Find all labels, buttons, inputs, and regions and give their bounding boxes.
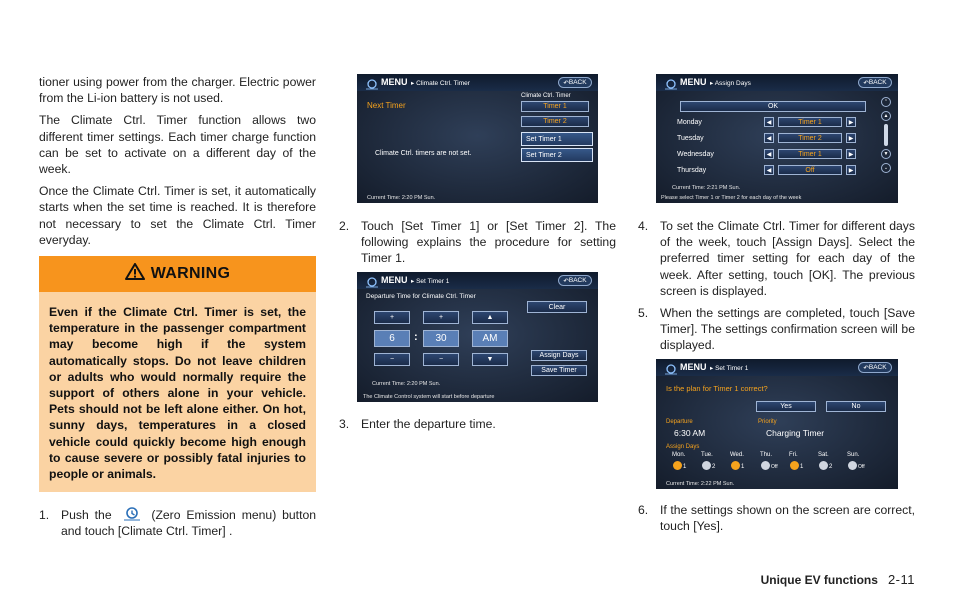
page-footer <box>761 572 915 587</box>
day-row <box>656 148 886 162</box>
assign-days-label: Assign Days <box>666 444 700 450</box>
step-4 <box>638 218 915 299</box>
timer-value: Off <box>805 166 815 174</box>
hour-field[interactable] <box>374 330 410 347</box>
back-button[interactable]: ↶ BACK <box>558 77 592 88</box>
day-timer-mark <box>819 461 832 470</box>
current-time-status: Current Time: 2:20 PM Sun. <box>372 381 441 387</box>
breadcrumb-text: Set Timer 1 <box>715 365 749 372</box>
back-label: BACK <box>568 79 587 86</box>
screen-body <box>357 91 598 203</box>
day-name: Mon. <box>672 452 686 458</box>
confirm-question: Is the plan for Timer 1 correct? <box>666 384 768 393</box>
menu-label: MENU <box>680 77 707 87</box>
step-number: 2. <box>339 219 350 233</box>
day-timer-mark <box>702 461 715 470</box>
step-text-after: (Zero Emission menu) button and touch [Climate Ctrl. Timer] . <box>61 508 317 539</box>
day-row <box>656 116 886 130</box>
warning-text: Even if the Climate Ctrl. Timer is set, the temperature in the passenger compartment may become high if the system automatically stops. Do not leave children or adults who would normally require the support of others alone in your vehicle. Pets should not be left alone either. On hot, sunny days, temperatures in a closed vehicle could quickly become high enough to cause severe or possibly fatal injuries to people or animals. <box>49 305 306 482</box>
warning-triangle-icon <box>125 263 145 284</box>
prev-arrow-button[interactable]: ◀ <box>764 149 774 159</box>
day-summary <box>670 452 880 474</box>
timer-value: Timer 1 <box>798 118 822 126</box>
day-mark-value: 1 <box>800 464 804 470</box>
ampm-value: AM <box>482 333 498 344</box>
timer-select[interactable] <box>778 117 842 127</box>
screen-topbar <box>357 272 598 289</box>
minute-minus-button[interactable] <box>423 353 459 366</box>
ampm-down-button[interactable] <box>472 353 508 366</box>
timer-2-label: Timer 2 <box>543 118 567 125</box>
breadcrumb-text: Set Timer 1 <box>416 278 450 285</box>
minute-value: 30 <box>435 333 447 344</box>
menu-label: MENU <box>680 362 707 372</box>
timer-select[interactable] <box>778 133 842 143</box>
screen-breadcrumb: ▸ Assign Days <box>710 80 751 87</box>
clock-icon <box>819 461 828 470</box>
warning-title: WARNING <box>150 264 231 282</box>
warning-header <box>39 256 316 292</box>
next-arrow-button[interactable]: ▶ <box>846 165 856 175</box>
step-5 <box>638 305 915 354</box>
next-arrow-button[interactable]: ▶ <box>846 149 856 159</box>
assign-days-button[interactable] <box>531 350 587 361</box>
next-arrow-button[interactable]: ▶ <box>846 117 856 127</box>
breadcrumb-text: Assign Days <box>714 80 751 87</box>
screen-topbar <box>357 74 598 91</box>
screen-breadcrumb: ▸ Set Timer 1 <box>411 278 450 285</box>
scroll-up-icon[interactable]: ▲ <box>881 111 891 121</box>
day-row <box>656 164 886 178</box>
current-time-status: Current Time: 2:20 PM Sun. <box>367 195 436 201</box>
screen-breadcrumb: ▸ Climate Ctrl. Timer <box>411 80 470 87</box>
screen-set-timer-1 <box>357 272 598 402</box>
day-mark-value: 2 <box>712 464 716 470</box>
save-timer-button[interactable] <box>531 365 587 376</box>
hour-value: 6 <box>389 333 395 344</box>
step-number: 5. <box>638 306 649 321</box>
clear-button[interactable] <box>527 301 587 313</box>
day-name: Tue. <box>701 452 713 458</box>
timer-2-button[interactable] <box>521 116 589 127</box>
clock-icon <box>761 461 770 470</box>
back-label: BACK <box>868 364 887 371</box>
left-column <box>39 74 316 540</box>
day-timer-mark <box>848 461 865 470</box>
down-label: ▼ <box>486 356 494 363</box>
screen-confirm-timer <box>656 359 898 489</box>
set-timer-2-label: Set Timer 2 <box>526 151 562 159</box>
step-text: If the settings shown on the screen are correct, touch [Yes]. <box>660 503 915 534</box>
day-label: Wednesday <box>677 151 714 158</box>
plus-label: + <box>389 314 395 321</box>
timer-1-label: Timer 1 <box>543 103 567 110</box>
step-3-row <box>339 416 616 432</box>
priority-label: Priority <box>758 419 777 425</box>
day-mark-value: 2 <box>829 464 833 470</box>
timer-value: Timer 1 <box>798 150 822 158</box>
day-mark-value: Off <box>771 464 778 470</box>
minute-field[interactable] <box>423 330 459 347</box>
step-6-row <box>638 502 915 534</box>
ampm-field[interactable] <box>472 330 508 347</box>
departure-label: Departure <box>666 419 693 425</box>
timer-1-button[interactable] <box>521 101 589 112</box>
scroll-thumb[interactable] <box>884 124 888 146</box>
step-text <box>61 507 316 539</box>
steps-4-5 <box>638 218 915 354</box>
day-mark-value: 1 <box>683 464 687 470</box>
step-text: To set the Climate Ctrl. Timer for different days of the week, touch [Assign Days]. Select the preferred timer setting for each day of the week. After setting, touch [OK]. The previous screen is displayed. <box>660 219 915 298</box>
back-label: BACK <box>568 277 587 284</box>
step-text: When the settings are completed, touch [Save Timer]. The settings confirmation screen will be displayed. <box>660 306 915 353</box>
page-number: 2-11 <box>887 572 915 587</box>
clock-icon <box>848 461 857 470</box>
back-button[interactable]: ↶ BACK <box>858 362 892 373</box>
no-label: No <box>851 403 861 410</box>
save-timer-label: Save Timer <box>541 367 577 374</box>
step-1 <box>39 507 316 539</box>
scroll-top-icon[interactable]: ⌃ <box>881 97 891 107</box>
yes-button[interactable] <box>756 401 816 412</box>
day-label: Tuesday <box>677 135 704 142</box>
hour-minus-button[interactable] <box>374 353 410 366</box>
day-mark-value: Off <box>858 464 865 470</box>
step-2 <box>339 218 616 267</box>
step-number: 6. <box>638 503 649 517</box>
clear-label: Clear <box>548 303 566 311</box>
day-timer-mark <box>790 461 803 470</box>
yes-label: Yes <box>780 403 792 410</box>
scroll-bottom-icon[interactable]: ⌄ <box>881 163 891 173</box>
zero-emission-menu-icon <box>122 507 142 521</box>
departure-time-heading: Departure Time for Climate Ctrl. Timer <box>366 293 476 300</box>
screen-topbar <box>656 359 898 376</box>
clock-icon <box>790 461 799 470</box>
section-title: Unique EV functions <box>760 573 878 587</box>
minute-plus-button[interactable] <box>423 311 459 324</box>
assign-days-label: Assign Days <box>539 352 579 359</box>
paragraph: Once the Climate Ctrl. Timer is set, it automatically starts when the set time is reached. It is therefore not necessary to set the Climate Ctrl. Timer everyday. <box>39 184 316 247</box>
clock-icon <box>673 461 682 470</box>
set-timer-1-label: Set Timer 1 <box>526 135 562 143</box>
screen-body <box>656 91 898 203</box>
current-time-status: Current Time: 2:22 PM Sun. <box>666 481 735 487</box>
prev-arrow-button[interactable]: ◀ <box>764 133 774 143</box>
back-button[interactable]: ↶ BACK <box>858 77 892 88</box>
no-timers-message: Climate Ctrl. timers are not set. <box>375 150 472 157</box>
prev-arrow-button[interactable]: ◀ <box>764 165 774 175</box>
step-6 <box>638 502 915 534</box>
day-timer-mark <box>761 461 778 470</box>
screen-topbar <box>656 74 898 91</box>
prev-arrow-button[interactable]: ◀ <box>764 117 774 127</box>
day-row <box>656 132 886 146</box>
back-label: BACK <box>868 79 887 86</box>
menu-label: MENU <box>381 77 408 87</box>
priority-value: Charging Timer <box>766 428 825 438</box>
day-name: Thu. <box>760 452 773 458</box>
departure-note: The Climate Control system will start before departure <box>363 394 495 400</box>
day-label: Thursday <box>677 167 707 174</box>
side-title: Climate Ctrl. Timer <box>521 93 571 99</box>
step-text: Touch [Set Timer 1] or [Set Timer 2]. The following explains the procedure for setting Timer 1. <box>361 219 616 266</box>
day-name: Wed. <box>730 452 744 458</box>
paragraph: The Climate Ctrl. Timer function allows two different timer settings. Each timer charge function can be set to activate on a different day of the week. <box>39 113 316 177</box>
step-number: 3. <box>339 417 350 431</box>
paragraph: tioner using power from the charger. Electric power from the Li-ion battery is not used. <box>39 75 316 106</box>
step-text: Enter the departure time. <box>361 417 496 431</box>
scroll-down-icon[interactable]: ▼ <box>881 149 891 159</box>
screen-assign-days <box>656 74 898 203</box>
minus-label: − <box>389 356 395 363</box>
hour-plus-button[interactable] <box>374 311 410 324</box>
no-button[interactable] <box>826 401 886 412</box>
day-timer-mark <box>731 461 744 470</box>
time-colon: : <box>414 331 418 343</box>
clock-icon <box>731 461 740 470</box>
next-timer-heading: Next Timer <box>367 101 406 110</box>
warning-box <box>39 256 316 492</box>
timer-value: Timer 2 <box>798 134 822 142</box>
set-timer-2-button[interactable] <box>521 148 593 162</box>
screen-body <box>357 289 598 402</box>
step-3 <box>339 416 616 432</box>
day-name: Fri. <box>789 452 798 458</box>
screen-climate-timer <box>357 74 598 203</box>
current-time-status: Current Time: 2:21 PM Sun. <box>672 185 741 191</box>
back-button[interactable]: ↶ BACK <box>558 275 592 286</box>
ok-button[interactable] <box>680 101 866 112</box>
timer-select[interactable] <box>778 165 842 175</box>
scrollbar[interactable] <box>880 97 892 173</box>
menu-label: MENU <box>381 275 408 285</box>
step-number: 1. <box>39 508 50 523</box>
plus-label: + <box>438 314 444 321</box>
day-label: Monday <box>677 119 702 126</box>
assign-days-note: Please select Timer 1 or Timer 2 for each day of the week <box>661 195 802 201</box>
departure-value: 6:30 AM <box>674 428 706 438</box>
next-arrow-button[interactable]: ▶ <box>846 133 856 143</box>
screen-breadcrumb: ▸ Set Timer 1 <box>710 365 749 372</box>
minus-label: − <box>438 356 444 363</box>
day-name: Sat. <box>818 452 829 458</box>
timer-select[interactable] <box>778 149 842 159</box>
step-text-before: Push the <box>61 508 112 523</box>
clock-icon <box>702 461 711 470</box>
set-timer-1-button[interactable] <box>521 132 593 146</box>
step-number: 4. <box>638 219 649 233</box>
ok-label: OK <box>767 103 779 110</box>
day-mark-value: 1 <box>741 464 745 470</box>
breadcrumb-text: Climate Ctrl. Timer <box>416 80 470 87</box>
up-label: ▲ <box>486 314 494 321</box>
screen-body <box>656 376 898 489</box>
day-timer-mark <box>673 461 686 470</box>
ampm-up-button[interactable] <box>472 311 508 324</box>
day-name: Sun. <box>847 452 860 458</box>
step-2-row <box>339 218 616 267</box>
